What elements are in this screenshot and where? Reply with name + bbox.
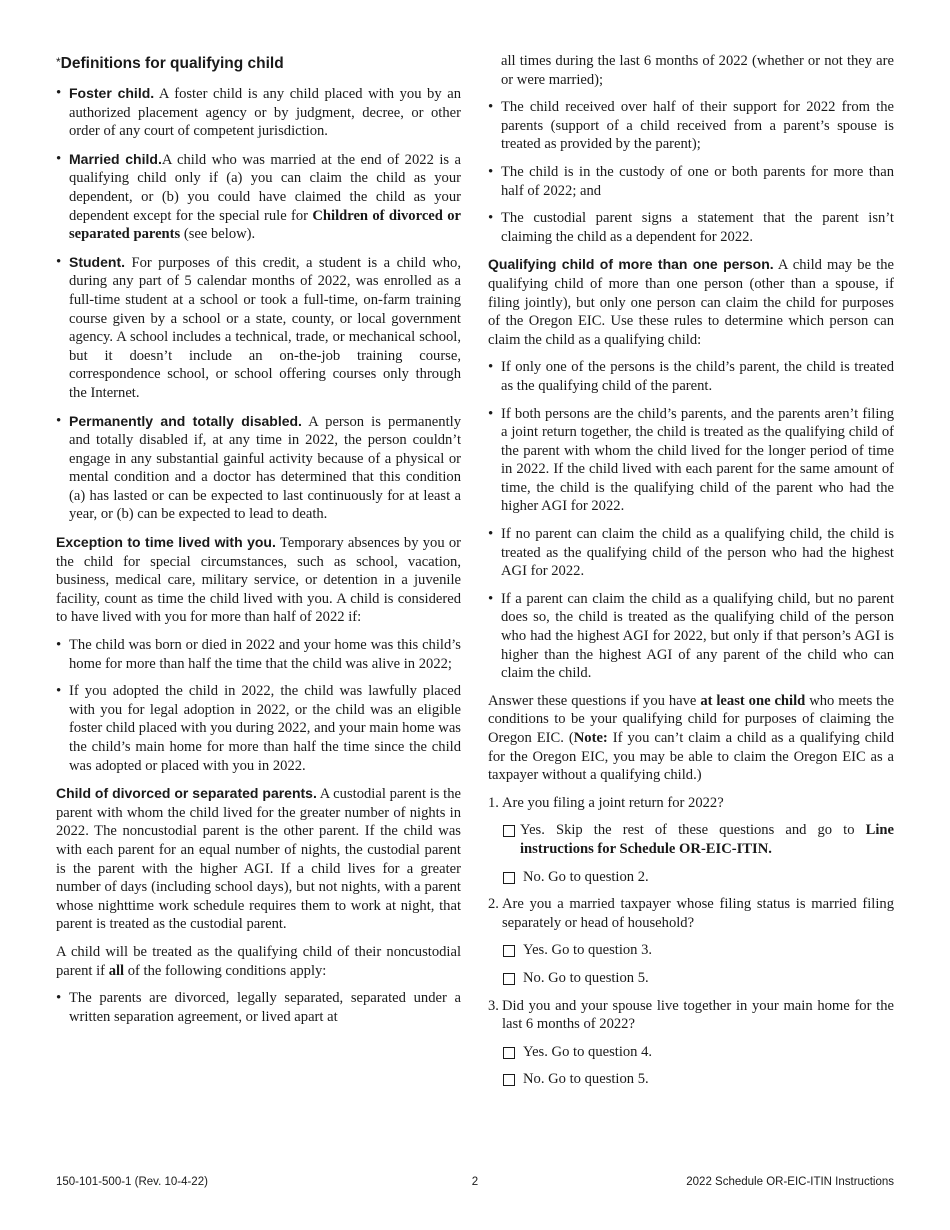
question-2: 2. Are you a married taxpayer whose filing status is married filing separately or head of household? <box>488 896 894 931</box>
disabled-item: • Permanently and totally disabled. A person is permanently and totally disabled if, at any time in 2022, the person couldn’t engage in any substantial gainful activity because of a physical or mental condition and a doctor has determined that this condition (a) has lasted or can be expected to last continuously for at least a year, or (b) can be expected to lead to death. <box>56 412 461 525</box>
form-number: 150-101-500-1 (Rev. 10-4-22) <box>56 1176 208 1188</box>
condition-continuation: all times during the last 6 months of 2022 (whether or not they are or were married); <box>501 53 894 88</box>
q1-yes-option: Yes. Skip the rest of these questions and go to Line instructions for Schedule OR-EIC-ITIN. <box>488 821 894 858</box>
q2-yes-option: Yes. Go to question 3. <box>488 941 894 960</box>
condition-bullet: • The parents are divorced, legally separated, separated under a written separation agreement, or lived apart at <box>56 989 461 1026</box>
q2-yes-checkbox[interactable] <box>503 945 515 957</box>
condition-bullet: • The child received over half of their support for 2022 from the parents (support of a child received from a parent’s spouse is treated as provided by the parent); <box>488 98 894 154</box>
q3-yes-option: Yes. Go to question 4. <box>488 1043 894 1062</box>
noncustodial-paragraph: A child will be treated as the qualifying child of their noncustodial parent if all of the following conditions apply: <box>56 943 461 979</box>
tiebreaker-bullet: • If both persons are the child’s parents, and the parents aren’t filing a joint return together, the child is treated as the qualifying child of the parent with whom the child lived for the longer period of time in 2022. If the child lived with each parent for the same amount of time, the child is the qualifying child of the parent who had the higher AGI for 2022. <box>488 405 894 517</box>
condition-bullet: • The custodial parent signs a statement that the parent isn’t claiming the child as a dependent for 2022. <box>488 209 894 246</box>
divorced-parents-paragraph: Child of divorced or separated parents. A custodial parent is the parent with whom the child lived for the greater number of nights in 2022. The noncustodial parent is the other parent. If the child was with each parent for an equal number of nights, the custodial parent is the parent with the higher AGI. If a child lives for a greater number of days (including school days), but not nights, with a parent whose nighttime work schedule requires them to work at night, that parent is treated as the custodial parent. <box>56 785 461 933</box>
footer-title: 2022 Schedule OR-EIC-ITIN Instructions <box>686 1176 894 1188</box>
q2-no-checkbox[interactable] <box>503 973 515 985</box>
question-1: 1. Are you filing a joint return for 2022? <box>488 794 724 811</box>
tiebreaker-bullet: • If only one of the persons is the child’s parent, the child is treated as the qualifying child of the parent. <box>488 358 894 395</box>
exception-paragraph: Exception to time lived with you. Temporary absences by you or the child for special circumstances, such as school, vacation, business, medical care, military service, or detention in a juvenile facility, count as time the child lived with you. A child is considered to have lived with you for more than half of 2022 if: <box>56 534 462 626</box>
q1-yes-checkbox[interactable] <box>503 825 515 837</box>
section-heading: *Definitions for qualifying child <box>56 55 284 72</box>
married-child-item: • Married child.A child who was married at the end of 2022 is a qualifying child only if (a) you can claim the child as your dependent, or (b) you could have claimed the child as your dependent except for the special rule for Children of divorced or separated parents (see below). <box>56 150 461 244</box>
q3-no-option: No. Go to question 5. <box>488 1070 894 1089</box>
q2-no-option: No. Go to question 5. <box>488 969 894 988</box>
q3-yes-checkbox[interactable] <box>503 1047 515 1059</box>
condition-bullet: • The child is in the custody of one or both parents for more than half of 2022; and <box>488 163 894 200</box>
answer-questions-paragraph: Answer these questions if you have at least one child who meets the conditions to be your qualifying child for purposes of claiming the Oregon EIC. (Note: If you can’t claim a child as a qualifying child for the Oregon EIC, you may be able to claim the Oregon EIC as a taxpayer without a qualifying child.) <box>488 692 895 784</box>
multiple-persons-paragraph: Qualifying child of more than one person. A child may be the qualifying child of more than one person (other than a spouse, if filing jointly), but only one person can claim the child for purposes of the Oregon EIC. Use these rules to determine which person can claim the child as a qualifying child: <box>488 256 894 348</box>
q1-no-option: No. Go to question 2. <box>488 868 894 887</box>
page-number: 2 <box>471 1176 479 1188</box>
tiebreaker-bullet: • If no parent can claim the child as a qualifying child, the child is treated as the qualifying child of the person who had the highest AGI for 2022. <box>488 525 894 581</box>
student-item: • Student. For purposes of this credit, a student is a child who, during any part of 5 calendar months of 2022, was enrolled as a full-time student at a school or took a full-time, on-farm training course given by a school or a state, county, or local government agency. A school includes a technical, trade, or mechanical school, but it doesn’t include an on-the-job training course, correspondence school, or school offering courses only through the Internet. <box>56 253 461 403</box>
q3-no-checkbox[interactable] <box>503 1074 515 1086</box>
question-3: 3. Did you and your spouse live together in your main home for the last 6 months of 2022? <box>488 997 894 1033</box>
exception-bullet: • The child was born or died in 2022 and your home was this child’s home for more than half the time that the child was alive in 2022; <box>56 636 461 673</box>
asterisk-mark: * <box>56 55 61 69</box>
right-column <box>488 52 894 1098</box>
tiebreaker-bullet: • If a parent can claim the child as a qualifying child, but no parent does so, the child is treated as the qualifying child of the person who had the highest AGI for 2022, but only if that person’s AGI is higher than the highest AGI of any parent of the child who can claim the child. <box>488 590 894 683</box>
left-column <box>56 52 461 1035</box>
q1-no-checkbox[interactable] <box>503 872 515 884</box>
exception-bullet: • If you adopted the child in 2022, the child was lawfully placed with you for legal adoption in 2022, or the child was an eligible foster child placed with you during 2022, and your main home was the child’s main home for more than half the time since the child was adopted or placed with you in 2022. <box>56 682 461 775</box>
foster-child-item: • Foster child. A foster child is any child placed with you by an authorized placement agency or by judgment, decree, or other order of any court of competent jurisdiction. <box>56 84 461 141</box>
